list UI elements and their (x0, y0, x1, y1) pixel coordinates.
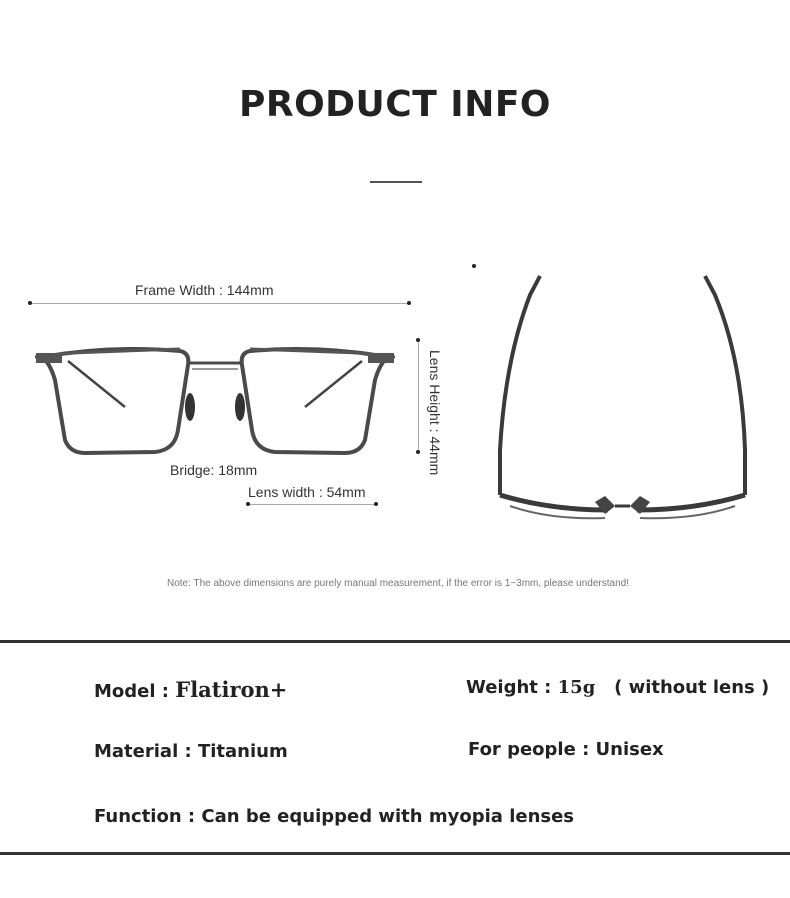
lens-width-dot-left (246, 502, 250, 506)
material-spec: Material : Titanium (94, 741, 288, 762)
bridge-label: Bridge: 18mm (170, 462, 258, 478)
glasses-top-illustration (490, 270, 755, 530)
lens-height-line (418, 340, 419, 452)
lens-width-label: Lens width : 54mm (248, 484, 366, 500)
lens-width-dot-right (374, 502, 378, 506)
specs-top-rule (0, 640, 790, 643)
lens-height-dot-bottom (416, 450, 420, 454)
model-spec (94, 677, 287, 702)
weight-value: 15g (557, 677, 596, 698)
model-label: Model : (94, 681, 176, 702)
specs-bottom-rule (0, 852, 790, 855)
lens-height-dot-top (416, 338, 420, 342)
frame-width-dot-right (407, 301, 411, 305)
frame-width-label: Frame Width : 144mm (135, 282, 274, 298)
page-title: PRODUCT INFO (238, 84, 552, 125)
lens-width-line (248, 504, 376, 505)
glasses-front-illustration (30, 335, 400, 460)
weight-spec (466, 677, 769, 698)
frame-width-line (30, 303, 410, 304)
weight-note: ( without lens ) (614, 677, 770, 698)
people-spec: For people : Unisex (468, 739, 664, 760)
function-spec: Function : Can be equipped with myopia lenses (94, 806, 575, 827)
title-underline (370, 181, 422, 183)
marker-dot (472, 264, 476, 268)
weight-label: Weight : (466, 677, 558, 698)
measurement-note: Note: The above dimensions are purely manual measurement, if the error is 1~3mm, please understand! (166, 578, 629, 589)
frame-width-dot-left (28, 301, 32, 305)
model-value: Flatiron+ (175, 677, 288, 702)
lens-height-label: Lens Height : 44mm (427, 350, 443, 476)
